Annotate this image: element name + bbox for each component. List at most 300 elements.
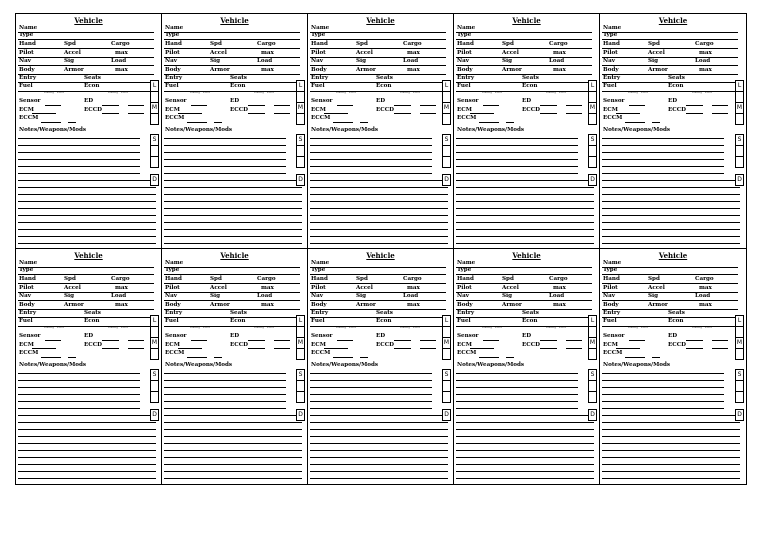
notes-line[interactable] — [602, 166, 724, 167]
notes-line[interactable] — [18, 436, 156, 437]
notes-line[interactable] — [164, 373, 286, 374]
notes-line[interactable] — [602, 229, 740, 230]
side-box[interactable] — [296, 348, 305, 360]
field-label-eccm: ECCM — [603, 115, 623, 121]
field-label-max2: max — [115, 67, 128, 73]
side-box[interactable]: L — [296, 315, 305, 327]
side-box[interactable]: L — [442, 315, 451, 327]
notes-line[interactable] — [456, 159, 578, 160]
field-label-nav: Nav — [311, 58, 323, 64]
side-box[interactable] — [442, 348, 451, 360]
side-box[interactable] — [296, 156, 305, 168]
notes-line[interactable] — [18, 380, 140, 381]
notes-line[interactable] — [18, 166, 140, 167]
notes-line[interactable] — [18, 173, 140, 174]
rule-line — [602, 309, 738, 310]
notes-line[interactable] — [456, 243, 594, 244]
notes-line[interactable] — [456, 450, 594, 451]
field-label-seats: Seats — [668, 75, 685, 81]
notes-line[interactable] — [310, 201, 448, 202]
notes-line[interactable] — [18, 222, 156, 223]
notes-line[interactable] — [456, 457, 594, 458]
side-box[interactable]: L — [735, 315, 744, 327]
notes-line[interactable] — [18, 450, 156, 451]
side-box[interactable] — [442, 156, 451, 168]
notes-line[interactable] — [602, 208, 740, 209]
rule-line — [712, 348, 728, 349]
rule-line — [310, 82, 446, 83]
field-label-body: Body — [457, 67, 473, 73]
notes-line[interactable] — [164, 201, 302, 202]
notes-line[interactable] — [310, 450, 448, 451]
notes-line[interactable] — [164, 236, 302, 237]
rule-line — [310, 309, 446, 310]
notes-line[interactable] — [310, 229, 448, 230]
side-box[interactable]: L — [296, 80, 305, 92]
field-label-cargo: Cargo — [403, 276, 422, 282]
notes-line[interactable] — [310, 159, 432, 160]
notes-line[interactable] — [310, 166, 432, 167]
notes-line[interactable] — [602, 236, 740, 237]
field-label-econ: Econ — [668, 83, 684, 89]
field-label-max2: max — [699, 67, 712, 73]
notes-line[interactable] — [18, 464, 156, 465]
field-label-fuel: Fuel — [165, 318, 179, 324]
notes-line[interactable] — [602, 215, 740, 216]
notes-line[interactable] — [164, 471, 302, 472]
side-box[interactable]: S — [735, 369, 744, 381]
side-box[interactable]: M — [150, 102, 159, 114]
side-box[interactable] — [442, 113, 451, 125]
notes-line[interactable] — [18, 187, 156, 188]
rule-line — [652, 122, 660, 123]
notes-line[interactable] — [164, 229, 302, 230]
rule-line — [540, 105, 557, 106]
notes-line[interactable] — [602, 138, 724, 139]
notes-line[interactable] — [456, 236, 594, 237]
notes-line[interactable] — [310, 152, 432, 153]
field-label-spd: Spd — [648, 276, 660, 282]
notes-line[interactable] — [310, 408, 432, 409]
notes-line[interactable] — [310, 222, 448, 223]
side-box[interactable]: S — [296, 369, 305, 381]
notes-line[interactable] — [164, 429, 302, 430]
side-box[interactable] — [735, 113, 744, 125]
notes-line[interactable] — [18, 152, 140, 153]
rule-line — [18, 292, 154, 293]
rule-line — [602, 274, 738, 275]
notes-line[interactable] — [310, 422, 448, 423]
field-label-ed: ED — [376, 333, 386, 339]
field-label-spd: Spd — [356, 276, 368, 282]
side-box[interactable] — [150, 113, 159, 125]
notes-line[interactable] — [164, 436, 302, 437]
notes-line[interactable] — [310, 208, 448, 209]
field-label-entry: Entry — [603, 75, 621, 81]
notes-line[interactable] — [164, 394, 286, 395]
field-label-max2: max — [261, 67, 274, 73]
notes-line[interactable] — [18, 401, 140, 402]
notes-line[interactable] — [310, 215, 448, 216]
notes-line[interactable] — [310, 429, 448, 430]
side-box[interactable]: S — [588, 134, 597, 146]
notes-line[interactable] — [164, 478, 302, 479]
side-box[interactable]: S — [442, 369, 451, 381]
rule-line — [333, 122, 353, 123]
notes-line[interactable] — [602, 373, 724, 374]
notes-line[interactable] — [164, 450, 302, 451]
notes-line[interactable] — [456, 145, 578, 146]
rule-line — [164, 48, 300, 49]
field-label-seats: Seats — [522, 75, 539, 81]
side-box[interactable]: S — [735, 134, 744, 146]
notes-line[interactable] — [456, 138, 578, 139]
notes-line[interactable] — [456, 194, 594, 195]
field-label-seats: Seats — [84, 75, 101, 81]
side-box[interactable]: L — [442, 80, 451, 92]
side-box[interactable]: S — [150, 369, 159, 381]
notes-line[interactable] — [602, 408, 724, 409]
side-box[interactable]: D — [150, 174, 159, 186]
notes-line[interactable] — [602, 145, 724, 146]
notes-line[interactable] — [18, 215, 156, 216]
notes-line[interactable] — [602, 394, 724, 395]
notes-line[interactable] — [164, 457, 302, 458]
notes-line[interactable] — [310, 478, 448, 479]
field-label-load: Load — [403, 293, 419, 299]
side-box[interactable] — [588, 156, 597, 168]
rule-line — [566, 340, 582, 341]
field-label-load: Load — [403, 58, 419, 64]
notes-line[interactable] — [310, 457, 448, 458]
notes-line[interactable] — [310, 415, 448, 416]
notes-line[interactable] — [164, 159, 286, 160]
notes-line[interactable] — [310, 380, 432, 381]
side-box[interactable]: L — [150, 315, 159, 327]
side-box[interactable]: D — [588, 174, 597, 186]
field-label-ecm: ECM — [603, 107, 618, 113]
notes-line[interactable] — [602, 457, 740, 458]
field-label-ed: ED — [668, 98, 678, 104]
field-label-econ: Econ — [376, 83, 392, 89]
notes-line[interactable] — [602, 187, 740, 188]
field-label-ecm: ECM — [165, 342, 180, 348]
side-box[interactable]: D — [735, 409, 744, 421]
notes-line[interactable] — [456, 173, 578, 174]
notes-line[interactable] — [310, 464, 448, 465]
notes-line[interactable] — [164, 187, 302, 188]
field-label-eccm: ECCM — [165, 350, 185, 356]
notes-line[interactable] — [164, 408, 286, 409]
field-label-type: Type — [165, 32, 180, 38]
side-box[interactable]: M — [442, 337, 451, 349]
notes-line[interactable] — [18, 429, 156, 430]
rule-line — [164, 82, 300, 83]
notes-line[interactable] — [456, 408, 578, 409]
side-box[interactable]: S — [296, 134, 305, 146]
side-box[interactable]: M — [735, 102, 744, 114]
side-box[interactable]: M — [150, 337, 159, 349]
notes-line[interactable] — [18, 408, 140, 409]
rule-line — [128, 340, 144, 341]
notes-line[interactable] — [456, 215, 594, 216]
notes-line[interactable] — [164, 215, 302, 216]
notes-line[interactable] — [164, 380, 286, 381]
notes-line[interactable] — [456, 208, 594, 209]
notes-line[interactable] — [456, 443, 594, 444]
notes-line[interactable] — [602, 401, 724, 402]
notes-line[interactable] — [18, 229, 156, 230]
notes-line[interactable] — [164, 415, 302, 416]
field-label-seats: Seats — [522, 310, 539, 316]
side-box[interactable]: L — [150, 80, 159, 92]
notes-line[interactable] — [18, 478, 156, 479]
rule-line — [32, 348, 56, 349]
notes-line[interactable] — [310, 401, 432, 402]
rule-line — [420, 348, 436, 349]
field-label-econ: Econ — [668, 318, 684, 324]
field-label-pilot: Pilot — [311, 50, 326, 56]
field-label-spd: Spd — [502, 276, 514, 282]
side-box[interactable] — [296, 113, 305, 125]
side-box[interactable]: M — [588, 102, 597, 114]
side-box[interactable]: D — [442, 174, 451, 186]
side-box[interactable]: M — [735, 337, 744, 349]
side-box[interactable] — [588, 391, 597, 403]
field-label-nav: Nav — [603, 58, 615, 64]
notes-line[interactable] — [456, 229, 594, 230]
notes-line[interactable] — [602, 180, 740, 181]
notes-line[interactable] — [18, 457, 156, 458]
rule-line — [164, 267, 300, 268]
rule-line — [420, 340, 436, 341]
notes-line[interactable] — [310, 387, 432, 388]
notes-line[interactable] — [602, 201, 740, 202]
side-box[interactable]: D — [150, 409, 159, 421]
notes-line[interactable] — [456, 180, 594, 181]
field-label-entry: Entry — [165, 75, 183, 81]
notes-line[interactable] — [602, 450, 740, 451]
side-box[interactable]: D — [588, 409, 597, 421]
notes-line[interactable] — [456, 166, 578, 167]
notes-line[interactable] — [602, 436, 740, 437]
notes-line[interactable] — [310, 243, 448, 244]
field-label-entry: Entry — [457, 310, 475, 316]
notes-line[interactable] — [18, 194, 156, 195]
field-label-type: Type — [603, 32, 618, 38]
notes-line[interactable] — [18, 373, 140, 374]
notes-line[interactable] — [456, 373, 578, 374]
notes-line[interactable] — [18, 243, 156, 244]
notes-line[interactable] — [456, 394, 578, 395]
side-box[interactable]: M — [442, 102, 451, 114]
notes-line[interactable] — [310, 145, 432, 146]
caption-pilot_small: Pilot — [121, 325, 128, 329]
notes-line[interactable] — [164, 464, 302, 465]
field-label-eccd: ECCD — [84, 107, 103, 113]
field-label-ecm: ECM — [311, 107, 326, 113]
notes-line[interactable] — [456, 222, 594, 223]
notes-line[interactable] — [456, 201, 594, 202]
notes-line[interactable] — [456, 387, 578, 388]
side-box[interactable]: M — [296, 102, 305, 114]
notes-line[interactable] — [164, 243, 302, 244]
field-label-fuel: Fuel — [165, 83, 179, 89]
side-box[interactable]: M — [588, 337, 597, 349]
notes-line[interactable] — [456, 429, 594, 430]
notes-line[interactable] — [310, 443, 448, 444]
notes-line[interactable] — [164, 222, 302, 223]
notes-line[interactable] — [18, 422, 156, 423]
caption-pilot_small: Pilot — [349, 90, 356, 94]
notes-line[interactable] — [18, 138, 140, 139]
notes-line[interactable] — [456, 152, 578, 153]
side-box[interactable]: L — [735, 80, 744, 92]
field-label-ed: ED — [522, 333, 532, 339]
notes-line[interactable] — [602, 243, 740, 244]
side-box[interactable]: L — [588, 315, 597, 327]
side-box[interactable] — [150, 391, 159, 403]
vehicle-card — [308, 249, 454, 484]
rule-line — [540, 348, 557, 349]
notes-line[interactable] — [164, 194, 302, 195]
notes-line[interactable] — [602, 443, 740, 444]
notes-line[interactable] — [164, 152, 286, 153]
side-box[interactable] — [588, 348, 597, 360]
notes-line[interactable] — [310, 194, 448, 195]
notes-line[interactable] — [456, 471, 594, 472]
rule-line — [456, 32, 592, 33]
notes-line[interactable] — [602, 422, 740, 423]
field-label-accel: Accel — [64, 50, 81, 56]
side-box[interactable] — [442, 391, 451, 403]
notes-line[interactable] — [602, 387, 724, 388]
side-box[interactable] — [735, 391, 744, 403]
notes-line[interactable] — [164, 138, 286, 139]
notes-line[interactable] — [164, 173, 286, 174]
side-box[interactable]: L — [588, 80, 597, 92]
notes-line[interactable] — [18, 236, 156, 237]
side-box[interactable]: M — [296, 337, 305, 349]
notes-line[interactable] — [602, 429, 740, 430]
field-label-max1: max — [699, 285, 712, 291]
notes-line[interactable] — [602, 159, 724, 160]
field-label-sig: Sig — [210, 58, 221, 64]
notes-line[interactable] — [18, 145, 140, 146]
caption-pilot_small: Pilot — [413, 90, 420, 94]
rule-line — [164, 309, 300, 310]
side-box[interactable]: S — [150, 134, 159, 146]
side-box[interactable] — [735, 348, 744, 360]
rule-line — [187, 122, 207, 123]
vehicle-card — [162, 14, 308, 249]
side-box[interactable]: S — [442, 134, 451, 146]
notes-line[interactable] — [602, 478, 740, 479]
side-box[interactable]: S — [588, 369, 597, 381]
field-label-cargo: Cargo — [549, 276, 568, 282]
rule-line — [214, 357, 222, 358]
caption-pilot_small: Pilot — [267, 325, 274, 329]
side-box[interactable] — [296, 391, 305, 403]
notes-line[interactable] — [164, 180, 302, 181]
notes-line[interactable] — [310, 436, 448, 437]
notes-line[interactable] — [602, 415, 740, 416]
notes-line[interactable] — [18, 415, 156, 416]
notes-line[interactable] — [310, 187, 448, 188]
notes-line[interactable] — [310, 373, 432, 374]
notes-line[interactable] — [18, 471, 156, 472]
field-label-nav: Nav — [19, 58, 31, 64]
notes-line[interactable] — [602, 152, 724, 153]
notes-line[interactable] — [310, 471, 448, 472]
notes-line[interactable] — [602, 222, 740, 223]
notes-line[interactable] — [310, 138, 432, 139]
side-box[interactable] — [735, 156, 744, 168]
field-label-spd: Spd — [648, 41, 660, 47]
notes-line[interactable] — [164, 387, 286, 388]
side-box[interactable]: D — [735, 174, 744, 186]
notes-line[interactable] — [456, 415, 594, 416]
side-box[interactable] — [150, 156, 159, 168]
field-label-type: Type — [603, 267, 618, 273]
notes-line[interactable] — [310, 173, 432, 174]
rule-line — [274, 348, 290, 349]
notes-line[interactable] — [456, 464, 594, 465]
notes-line[interactable] — [310, 394, 432, 395]
field-label-hand: Hand — [457, 41, 474, 47]
notes-line[interactable] — [164, 422, 302, 423]
notes-line[interactable] — [164, 443, 302, 444]
notes-line[interactable] — [602, 464, 740, 465]
notes-line[interactable] — [310, 180, 448, 181]
side-box[interactable] — [150, 348, 159, 360]
notes-line[interactable] — [18, 394, 140, 395]
notes-line[interactable] — [456, 422, 594, 423]
notes-line[interactable] — [18, 201, 156, 202]
notes-line[interactable] — [602, 194, 740, 195]
notes-line[interactable] — [164, 145, 286, 146]
side-box[interactable]: D — [442, 409, 451, 421]
notes-line[interactable] — [602, 380, 724, 381]
notes-line[interactable] — [456, 478, 594, 479]
side-box[interactable]: D — [296, 174, 305, 186]
rule-line — [602, 283, 738, 284]
side-box[interactable]: D — [296, 409, 305, 421]
field-label-eccd: ECCD — [376, 342, 395, 348]
notes-line[interactable] — [164, 208, 302, 209]
notes-line[interactable] — [602, 471, 740, 472]
notes-line[interactable] — [18, 159, 140, 160]
notes-line[interactable] — [456, 187, 594, 188]
notes-line[interactable] — [164, 166, 286, 167]
notes-line[interactable] — [18, 443, 156, 444]
notes-line[interactable] — [456, 401, 578, 402]
notes-line[interactable] — [18, 208, 156, 209]
notes-line[interactable] — [310, 236, 448, 237]
caption-rating: Rating — [400, 325, 411, 329]
notes-line[interactable] — [456, 436, 594, 437]
rule-line — [394, 105, 411, 106]
side-box[interactable] — [588, 113, 597, 125]
notes-line[interactable] — [18, 387, 140, 388]
notes-line[interactable] — [18, 180, 156, 181]
notes-line[interactable] — [164, 401, 286, 402]
notes-line[interactable] — [602, 173, 724, 174]
notes-line[interactable] — [456, 380, 578, 381]
rule-line — [616, 113, 640, 114]
rule-line — [712, 113, 728, 114]
caption-pilot_small: Pilot — [121, 90, 128, 94]
